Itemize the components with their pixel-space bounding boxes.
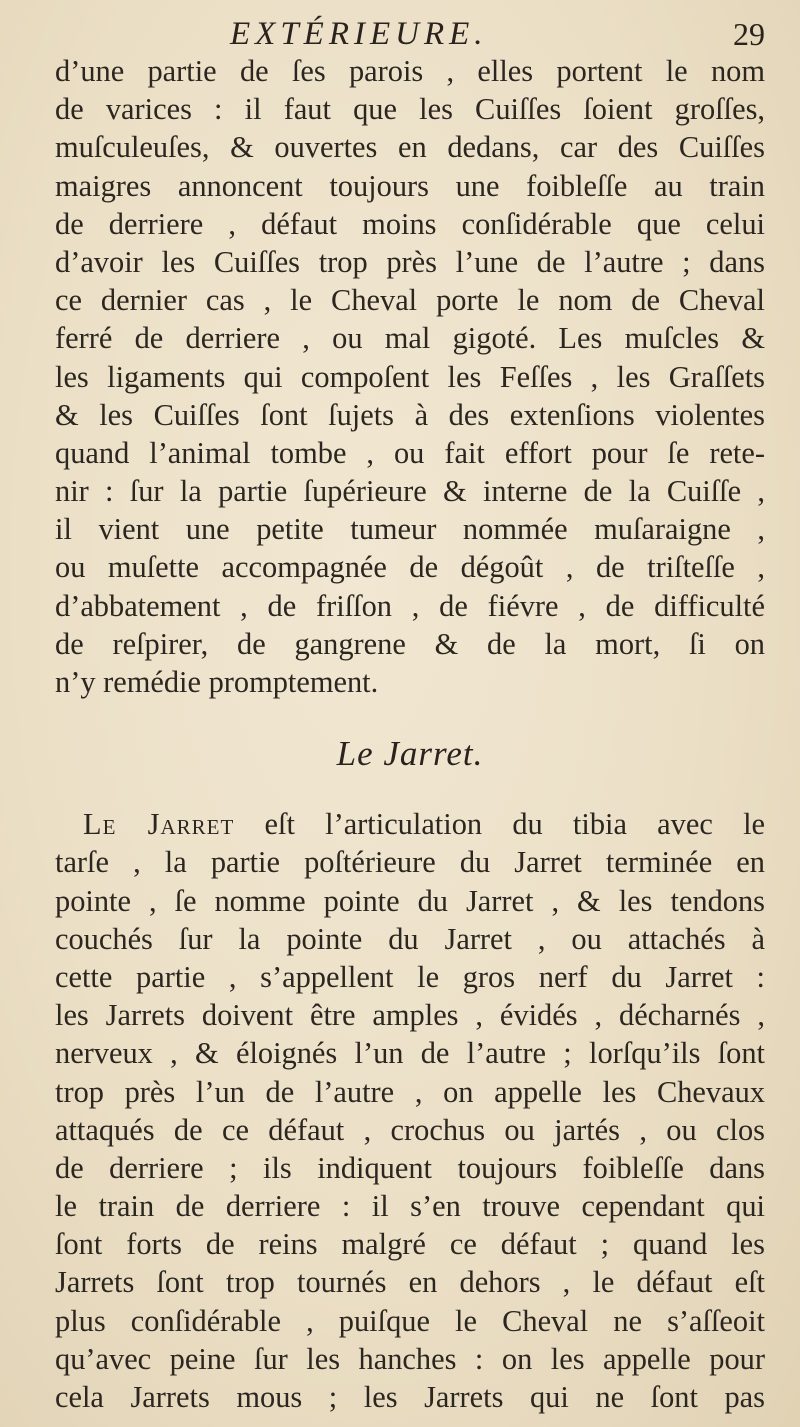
text-line: de varices : il faut que les Cuiſſes ſoient groſſes,	[55, 92, 765, 127]
page-number: 29	[733, 16, 765, 52]
text-line: couchés ſur la pointe du Jarret , ou attachés à	[55, 921, 765, 956]
text-line-first	[55, 805, 765, 843]
text-line: d’abbatement , de friſſon , de fiévre , de difficulté	[55, 588, 765, 623]
text-line: quand l’animal tombe , ou fait effort pour ſe rete-	[55, 435, 765, 470]
text-line: d’avoir les Cuiſſes trop près l’une de l’autre ; dans	[55, 244, 765, 279]
text-line: le train de derriere : il s’en trouve cependant qui	[55, 1189, 765, 1224]
text-line: cela Jarrets mous ; les Jarrets qui ne ſont pas	[55, 1380, 765, 1414]
text-line: & les Cuiſſes ſont ſujets à des extenſions violentes	[55, 397, 765, 432]
running-head	[55, 14, 765, 52]
text-line: les ligaments qui compoſent les Feſſes , les Graſſets	[55, 359, 765, 394]
text-line-rest: eſt l’articulation du tibia avec le	[234, 807, 766, 842]
text-line: ou muſette accompagnée de dégoût , de triſteſſe ,	[55, 550, 765, 585]
lead-word: Le Jarret	[83, 807, 235, 842]
text-line: tarſe , la partie poſtérieure du Jarret terminée en	[55, 845, 765, 880]
text-line: attaqués de ce défaut , crochus ou jartés , ou clos	[55, 1112, 765, 1147]
text-line: nerveux , & éloignés l’un de l’autre ; lorſqu’ils ſont	[55, 1036, 765, 1071]
text-line: les Jarrets doivent être amples , évidés , décharnés ,	[55, 998, 765, 1033]
text-line: maigres annoncent toujours une foibleſſe au train	[55, 168, 765, 203]
paragraph-jarret	[55, 805, 765, 1416]
text-line: de derriere ; ils indiquent toujours foibleſſe dans	[55, 1150, 765, 1185]
text-line: trop près l’un de l’autre , on appelle les Chevaux	[55, 1074, 765, 1109]
text-line: ſont forts de reins malgré ce défaut ; quand les	[55, 1227, 765, 1262]
paragraph-cuisses	[55, 52, 765, 701]
text-line: nir : ſur la partie ſupérieure & interne de la Cuiſſe ,	[55, 474, 765, 509]
running-title: EXTÉRIEURE.	[230, 16, 488, 52]
text-line: cette partie , s’appellent le gros nerf du Jarret :	[55, 959, 765, 994]
text-line: n’y remédie promptement.	[55, 665, 379, 699]
text-line: de derriere , défaut moins conſidérable que celui	[55, 206, 765, 241]
text-line: de reſpirer, de gangrene & de la mort, ſi on	[55, 626, 765, 661]
text-line: pointe , ſe nomme pointe du Jarret , & les tendons	[55, 883, 765, 918]
book-page	[55, 14, 765, 1414]
text-line: muſculeuſes, & ouvertes en dedans, car des Cuiſſes	[55, 130, 765, 165]
text-line: qu’avec peine ſur les hanches : on les appelle pour	[55, 1341, 765, 1376]
section-heading: Le Jarret.	[336, 734, 484, 774]
text-line: d’une partie de ſes parois , elles portent le nom	[55, 54, 765, 88]
text-line: plus conſidérable , puiſque le Cheval ne s’aſſeoit	[55, 1303, 765, 1338]
text-line: ce dernier cas , le Cheval porte le nom de Cheval	[55, 283, 765, 318]
text-line: ferré de derriere , ou mal gigoté. Les muſcles &	[55, 321, 765, 356]
text-line: il vient une petite tumeur nommée muſaraigne ,	[55, 512, 765, 547]
text-line: Jarrets ſont trop tournés en dehors , le défaut eſt	[55, 1265, 765, 1300]
